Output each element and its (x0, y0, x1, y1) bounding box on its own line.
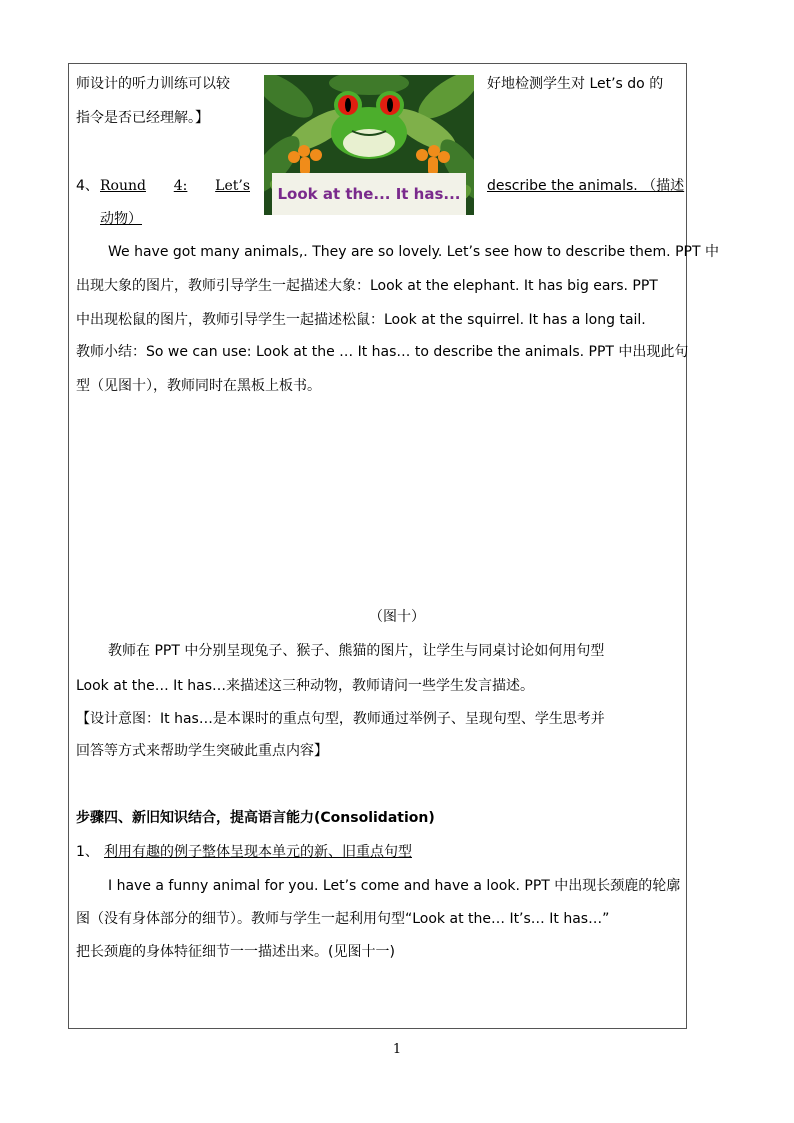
round4-title-cont: 动物） (100, 211, 142, 227)
text-line: 出现大象的图片，教师引导学生一起描述大象：Look at the elephant. It has big ears. PPT (76, 278, 658, 294)
text-line: 教师在 PPT 中分别呈现兔子、猴子、熊猫的图片，让学生与同桌讨论如何用句型 (108, 643, 605, 659)
text-line: Look at the… It has…来描述这三种动物，教师请问一些学生发言描述。 (76, 678, 534, 694)
frog-sign-illustration (264, 75, 474, 215)
round4-word: 4: (173, 178, 188, 194)
round4-title (100, 176, 250, 196)
round4-word: Let’s (215, 178, 250, 194)
list-number: 1、 (76, 844, 99, 860)
text-line: I have a funny animal for you. Let’s come and have a look. PPT 中出现长颈鹿的轮廓 (108, 878, 681, 894)
list-item-title: 利用有趣的例子整体呈现本单元的新、旧重点句型 (104, 844, 412, 860)
section-heading: 步骤四、新旧知识结合，提高语言能力(Consolidation) (76, 810, 435, 826)
text-line: 师设计的听力训练可以较 (76, 76, 230, 92)
text-line: 好地检测学生对 Let’s do 的 (487, 76, 664, 92)
text-line: 中出现松鼠的图片，教师引导学生一起描述松鼠：Look at the squirrel. It has a long tail. (76, 312, 646, 328)
round4-word: Round (100, 178, 146, 194)
figure-caption: （图十） (369, 609, 425, 625)
sign (272, 173, 466, 215)
text-line: 指令是否已经理解。】 (76, 110, 209, 126)
page-number: 1 (392, 1042, 402, 1057)
text-line: 图（没有身体部分的细节）。教师与学生一起利用句型“Look at the… It’s… It has…” (76, 911, 610, 927)
text-line: 回答等方式来帮助学生突破此重点内容】 (76, 743, 328, 759)
frog-sign-image (264, 75, 474, 215)
sign-text: Look at the... It has... (277, 185, 461, 203)
text-line: 型（见图十），教师同时在黑板上板书。 (76, 378, 321, 394)
text-line: We have got many animals,. They are so lovely. Let’s see how to describe them. PPT 中 (108, 244, 719, 260)
round4-title-right: describe the animals. （描述 (487, 178, 685, 194)
list-number: 4、 (76, 178, 99, 194)
text-line: 把长颈鹿的身体特征细节一一描述出来。(见图十一) (76, 944, 395, 960)
text-line: 教师小结：So we can use: Look at the … It has… to describe the animals. PPT 中出现此句 (76, 344, 689, 360)
text-line: 【设计意图：It has…是本课时的重点句型，教师通过举例子、呈现句型、学生思考并 (76, 711, 605, 727)
